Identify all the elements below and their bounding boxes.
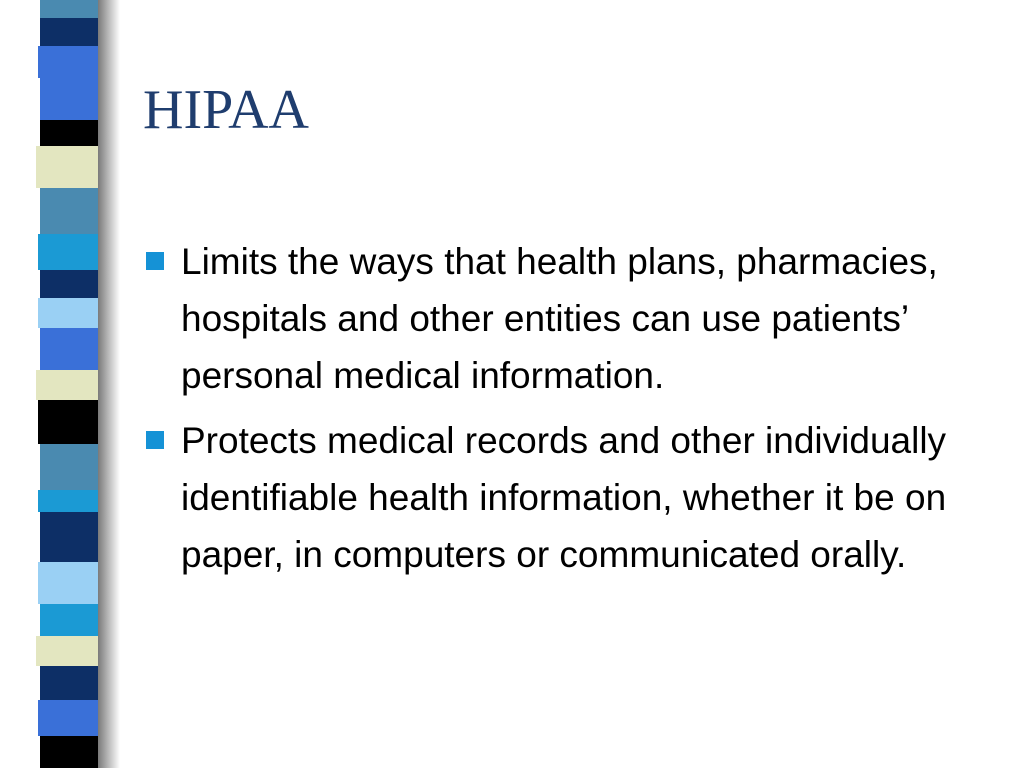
decorative-stripe (38, 298, 98, 328)
decorative-stripe (38, 490, 98, 512)
decorative-stripe (40, 604, 98, 636)
decorative-stripe (38, 400, 98, 444)
decorative-stripe (40, 736, 98, 768)
decorative-stripe (36, 146, 98, 188)
decorative-stripe-band (0, 0, 120, 768)
bullet-list (144, 233, 994, 591)
decorative-stripe (38, 46, 98, 78)
decorative-stripe (36, 370, 98, 400)
decorative-stripe (40, 328, 98, 370)
decorative-stripe (38, 562, 98, 604)
bullet-item (144, 233, 994, 404)
decorative-stripe (36, 636, 98, 666)
decorative-stripe (40, 188, 98, 234)
decorative-stripe (40, 666, 98, 700)
decorative-stripe (40, 444, 98, 490)
bullet-text: Protects medical records and other individually identifiable health information, whether it be on paper, in computers or communicated orally. (181, 420, 947, 575)
decorative-stripe (40, 270, 98, 298)
bullet-item (144, 412, 994, 583)
bullet-text: Limits the ways that health plans, pharmacies, hospitals and other entities can use patients’ personal medical information. (181, 241, 938, 396)
decorative-stripe (38, 700, 98, 736)
decorative-stripe (40, 78, 98, 120)
square-bullet-icon (146, 431, 164, 449)
decorative-stripe (40, 120, 98, 146)
decorative-stripe (40, 18, 98, 46)
decorative-stripe (38, 234, 98, 270)
slide-title: HIPAA (143, 79, 309, 141)
square-bullet-icon (146, 252, 164, 270)
decorative-stripe (40, 0, 98, 18)
decorative-stripe (40, 512, 98, 562)
